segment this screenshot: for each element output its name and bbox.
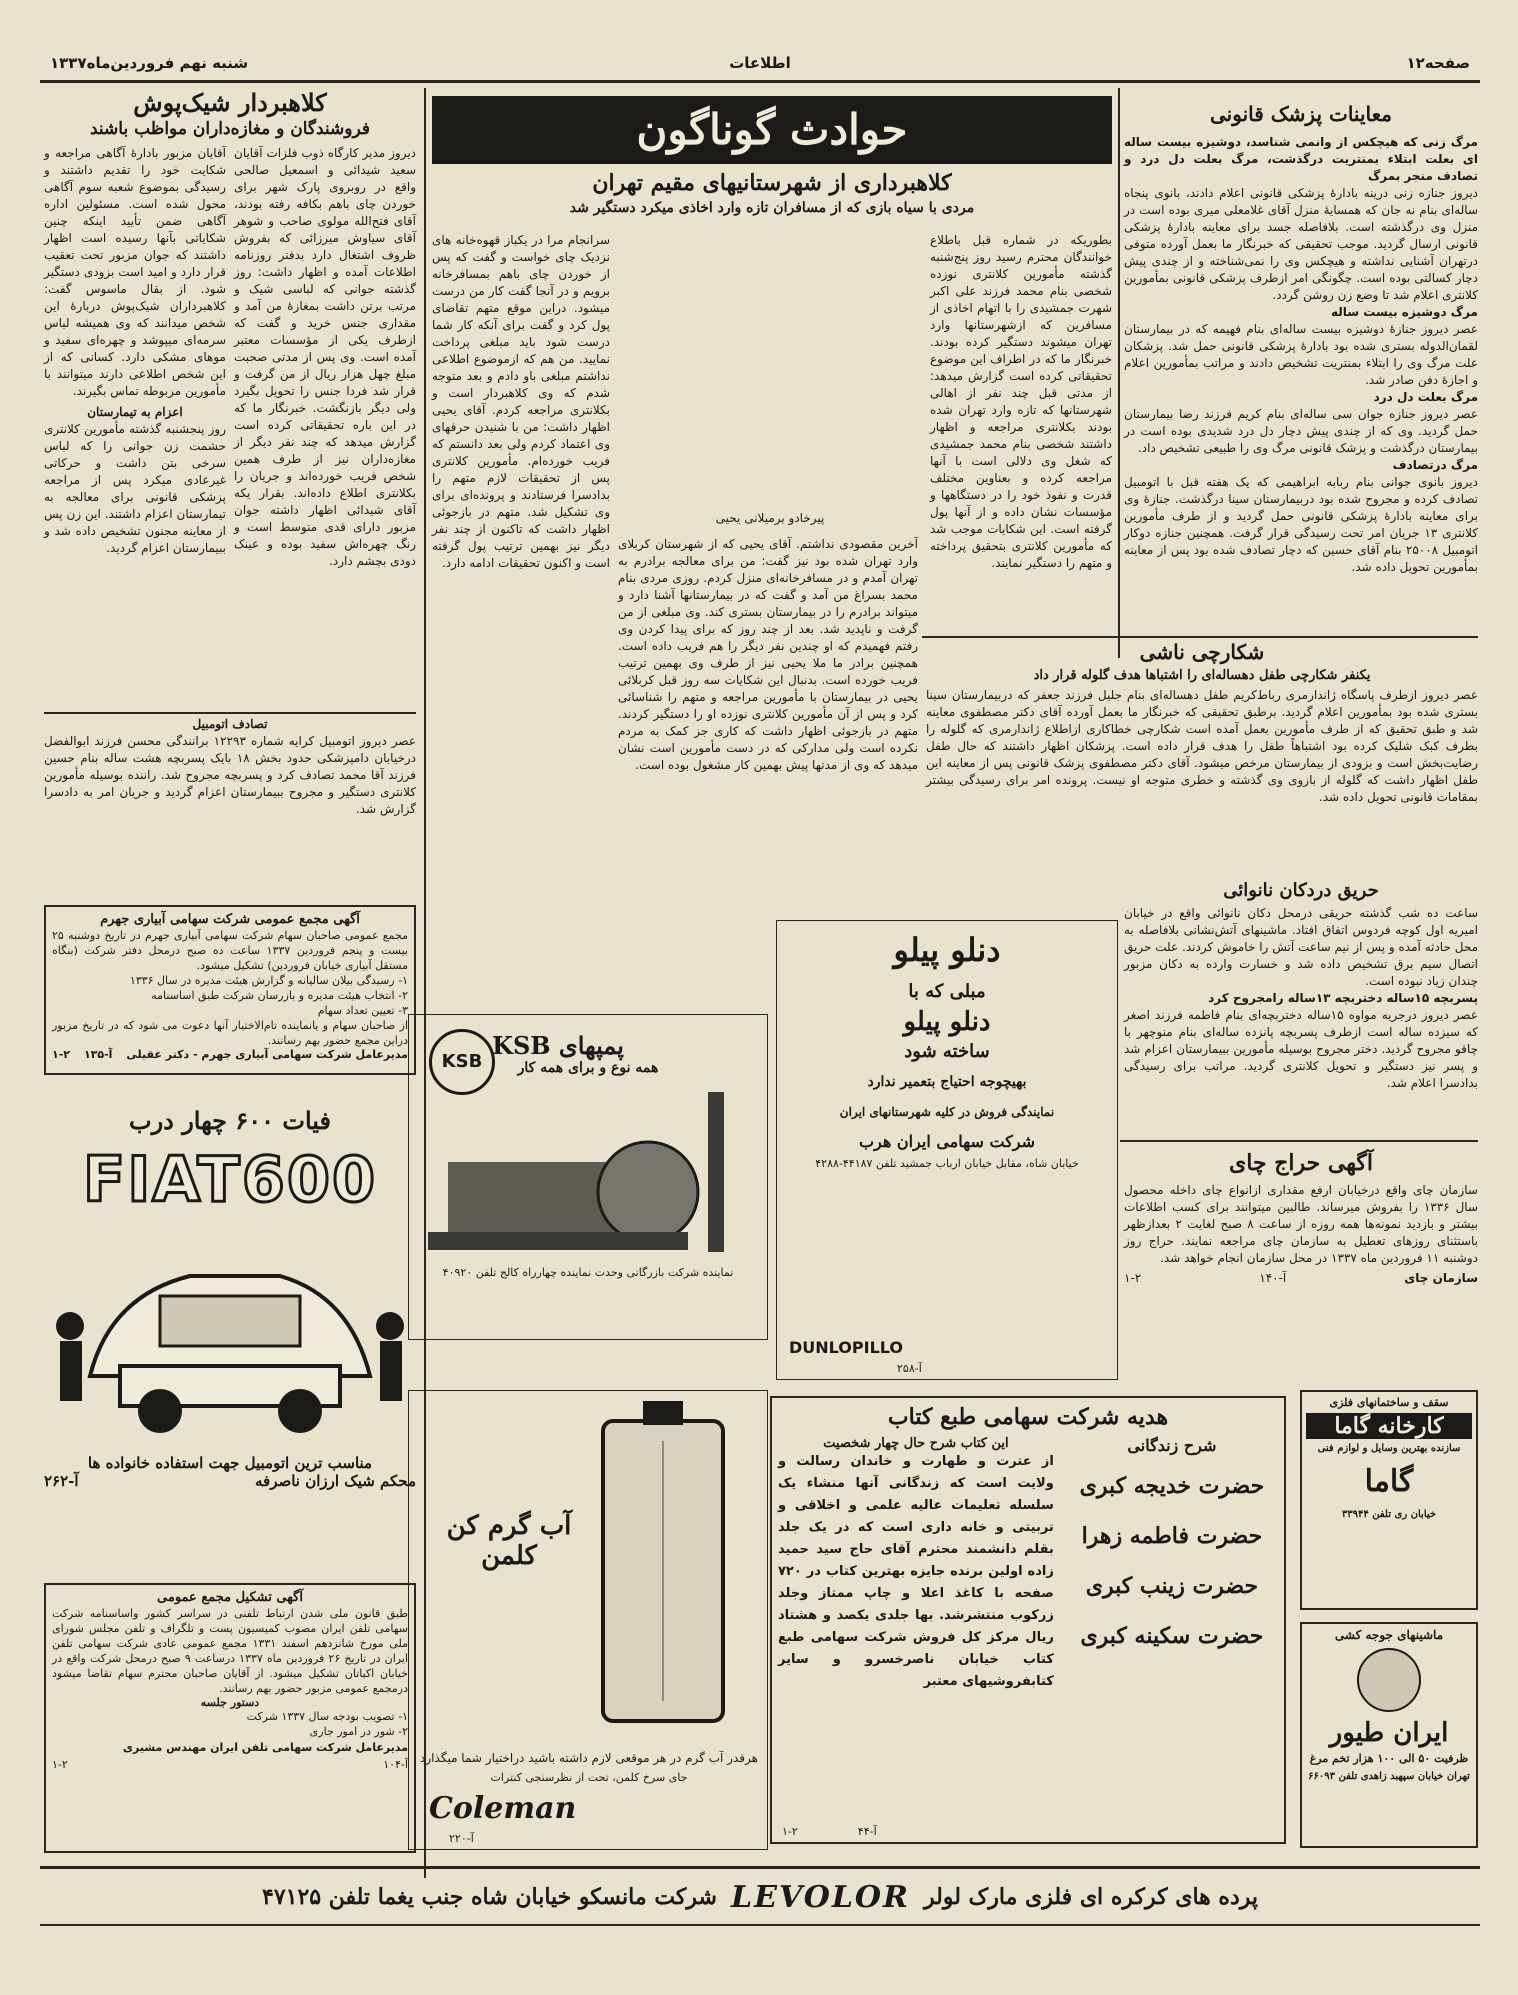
tea-footer bbox=[1124, 1271, 1478, 1285]
forensic-subhead-2: مرگ بعلت دل درد bbox=[1373, 390, 1478, 404]
pump-illustration bbox=[418, 1082, 758, 1262]
car-accident-title: تصادف اتومبیل bbox=[192, 717, 268, 731]
telephone-ad bbox=[44, 1583, 416, 1853]
ksb-subtitle: همه نوع و برای همه کار bbox=[517, 1060, 659, 1076]
fraud-title: کلاهبردار شیک‌پوش bbox=[133, 88, 327, 117]
page-header bbox=[40, 48, 1480, 78]
forensic-body-4: دیروز بانوی جوانی بنام ربابه ابراهیمی که یک هفته قبل با اتومبیل تصادف کرده و مجروح شده بود دربیمارستان سینا درگذشت. جنازهٔ وی برای معاینه بادارهٔ پزشکی قانونی حمل گردید و از طرف مأمورین کلانتری ۱۳ جریان امر تحت رسیدگی قرار گرفت. همچنین جنازه دوکار اتومبیل ۲۵۰۰۸ بنام آقای حسین که دچار تصادف شده بود پس از معاینه بمأمورین تحویل داده شد. bbox=[1124, 475, 1479, 574]
tea-title: آگهی حراج چای bbox=[1229, 1150, 1373, 1176]
car-accident-article bbox=[44, 716, 416, 876]
fraud-article bbox=[44, 88, 416, 568]
gama-top: سقف و ساختمانهای فلزی bbox=[1329, 1396, 1449, 1409]
gama-subtitle: سازنده بهترین وسایل و لوازم فنی bbox=[1317, 1443, 1461, 1454]
dunlopillo-copy bbox=[777, 977, 1117, 1157]
dunlopillo-line-2: دنلو پیلو bbox=[903, 1007, 991, 1037]
irrigation-code: آ-۱۳۵ bbox=[83, 1048, 113, 1061]
dunlopillo-ad bbox=[776, 920, 1118, 1380]
forensic-subhead-3: مرگ درتصادف bbox=[1392, 458, 1478, 472]
forensic-title: معاینات پزشک قانونی bbox=[1210, 102, 1392, 126]
fraud-subhead: اعزام به تیمارستان bbox=[87, 405, 183, 419]
irrigation-ad bbox=[44, 905, 416, 1075]
events-title: کلاهبرداری از شهرستانیهای مقیم تهران bbox=[592, 170, 952, 196]
fiat-tagline-row bbox=[44, 1472, 416, 1490]
ksb-title: پمپهای KSB bbox=[492, 1031, 624, 1060]
fiat-logo: FIAT600 bbox=[82, 1143, 378, 1216]
hunter-body: عصر دیروز ازطرف پاسگاه ژاندارمری رباط‌کریم طفل دهساله‌ای بنام جلیل فرزند جعفر که دربیمارستان سینا بستری شده بود بمأمورین اعلام گردید. برطبق تحقیقی که خبرنگار ما بعمل آورده آقای دکتر مصطفوی معاینه شد و طبق تحقیق که از طرف مأمورین بعمل آمده است شکارچی خطاکاری ازاطلاع ژاندارمری که گلوله را بطرف کبک شلیک کرده بود اشتباهاً طفل را هدف قرار داده است. پزشکان اظهار داشتند که حال طفل رضایت‌بخش است و بزودی از بیمارستان مرخص میشود. آقای دکتر مصطفوی پزشک قانونی پس از معاینه این طفل اظهار داشت که گلوله از بازوی وی گذشته و خطری متوجه او نیست. پرونده امر برای رسیدگی بیشتر بمقامات قانونی تحویل داده شد. bbox=[926, 688, 1478, 804]
irrigation-title: آگهی مجمع عمومی شرکت سهامی آبیاری جهرم bbox=[100, 912, 360, 927]
events-column-c: آخرین مقصودی نداشتم. آقای یحیی که از شهرستان کربلای وارد تهران شده بود نیز گفت: من برای معالجه برادرم به تهران آمدم و در مسافرخانه‌ای منزل کردم. روزی مردی بنام محمد بسراغ من آمد و گفت که در بیمارستانها آشنا دارد و میتواند برادرم را در بیمارستان بستری کند. وی مبلغی از من گرفت و ناپدید شد. بعد از چند روز که برای پیدا کردن وی رفتم فهمیدم که او چندین نفر دیگر را هم فریب داده است. همچنین برادر ما ملا یحیی نیز از طرف وی بهمین ترتیب فریب خورده است. بدنبال این شکایات سه روز قبل کربلائی یحیی در بیمارستان با مأمورین مراجعه و متهم را شناسائی کرد و پس از آن مأمورین کلانتری نوزده او را دستگیر کردند. متهم در بازجوئی اظهار داشت که کاری جز کمک به مردم نکرده است ولی مدارکی که در دست مأمورین است نشان میدهد که وی از مدتها پیش بهمین کار مشغول بوده است. bbox=[618, 537, 918, 772]
gama-logo: گاما bbox=[1364, 1464, 1414, 1499]
telephone-code: آ-۱۰۴ bbox=[383, 1757, 408, 1771]
gama-ad bbox=[1300, 1390, 1478, 1610]
coleman-code: آ-۲۲۰ bbox=[449, 1832, 474, 1845]
fraud-column-b: آقایان مزبور بادارهٔ آگاهی مراجعه و شکایت خود را تقدیم داشتند و رسیدگی بموضوع شعبه سوم آگاهی محول شده است. مسئولین اداره آگاهی ضمن تأیید اینکه چنین شکایاتی بآنها رسیده است اظهار داشتند که جوان مزبور تحت تعقیب قرار دارد و امید است بزودی دستگیر شود. از بقال ماسوس گفت: کلاهبرداران شیک‌پوش دربارهٔ این شخص میدانند که وی همیشه لباس سرمه‌ای میپوشد و چهره‌ای سفید و موهای مشکی دارد. کسانی که از این شخص اطلاعی دارند میتوانند با مأمورین مربوطه تماس بگیرند. bbox=[44, 146, 226, 398]
footer-rule bbox=[40, 1866, 1480, 1869]
telephone-agenda-1: ۱- تصویب بودجه سال ۱۳۳۷ شرکت bbox=[246, 1710, 408, 1723]
banner-title: حوادث گوناگون bbox=[636, 105, 908, 154]
fiat-code: آ-۲۶۲ bbox=[44, 1472, 79, 1490]
iran-tour-subtitle: ظرفیت ۵۰ الی ۱۰۰ هزار تخم مرغ bbox=[1309, 1752, 1469, 1765]
tea-body: سازمان چای واقع درخیابان ارفع مقداری ازانواع چای داخله محصول سال ۱۳۳۶ را بفروش میرساند. طالبین میتوانند برای کسب اطلاعات بیشتر و بازدید نمونه‌ها همه روزه از ساعت ۸ صبح لغایت ۲ بعدازظهر باستثنای روزهای تعطیل به سازمان چای مراجعه نمایند. حراج روز دوشنبه ۱۱ فروردین ماه ۱۳۳۷ در محل سازمان انجام خواهد شد. bbox=[1124, 1183, 1478, 1265]
section-divider bbox=[922, 636, 1478, 638]
dunlopillo-company: شرکت سهامی ایران هرب bbox=[858, 1132, 1036, 1151]
page-number: صفحه۱۲ bbox=[1406, 54, 1470, 72]
events-headline bbox=[432, 170, 1112, 226]
ksb-logo: KSB bbox=[429, 1029, 495, 1095]
fiat-tagline: مناسب ترین اتومبیل جهت استفاده خانواده ها bbox=[87, 1454, 373, 1472]
bakery-body: ساعت ده شب گذشته حریقی درمحل دکان نانوائی واقع در خیابان امیریه اول کوچه فردوس اتفاق افتاد. ماشینهای آتش‌نشانی بلافاصله به محل حادثه آمده و پس از نیم ساعت آتش را خاموش کردند. علت حریق اتصال سیم برق تشخیص داده شد و خسارت وارده به دکان مزبور چندان زیاد نبوده است. bbox=[1124, 906, 1478, 988]
irrigation-note: از صاحبان سهام و یانماینده تام‌الاختیار آنها دعوت می شود که در تاریخ مزبور دراین مجمع حضور بهم رسانند. bbox=[52, 1019, 408, 1047]
telephone-codes bbox=[52, 1758, 408, 1771]
water-heater-illustration bbox=[573, 1401, 753, 1741]
dunlopillo-latin: DUNLOPILLO bbox=[789, 1338, 903, 1357]
iran-tour-ad bbox=[1300, 1622, 1478, 1848]
irrigation-code-2: ۱-۲ bbox=[52, 1048, 70, 1061]
events-subtitle: مردی با سیاه بازی که از مسافران تازه وارد اخاذی میکرد دستگیر شد bbox=[569, 200, 975, 216]
levolor-footer bbox=[40, 1872, 1480, 1922]
footer-text-right: پرده های کرکره ای فلزی مارک لولر bbox=[923, 1884, 1259, 1910]
book-codes bbox=[782, 1825, 877, 1838]
book-name-1: حضرت خدیجه کبری bbox=[1079, 1473, 1265, 1499]
telephone-code-2: ۱-۲ bbox=[52, 1757, 68, 1771]
coleman-ad bbox=[408, 1390, 768, 1850]
book-left-head: این کتاب شرح حال چهار شخصیت bbox=[823, 1436, 1009, 1451]
header-rule bbox=[40, 80, 1480, 83]
ksb-ad bbox=[408, 1014, 768, 1340]
tea-auction-ad bbox=[1124, 1146, 1478, 1376]
dunlopillo-line-5: نمایندگی فروش در کلیه شهرستانهای ایران bbox=[839, 1105, 1055, 1119]
bakery-article bbox=[1124, 880, 1478, 1150]
book-left-body: از عترت و طهارت و خاندان رسالت و ولایت است که زندگانی آنها منشاء یک سلسله تعلیمات عالیه علمی و اخلاقی و تربیتی و خانه داری است که در یک جلد بقلم دانشمند محترم آقای حاج سید حمید زاده اولین برنده جایزه بهترین کتاب در ۷۲۰ صفحه با کاغذ اعلا و چاپ ممتاز وجلد زرکوب منتشرشد. بها جلدی یکصد و هشتاد ریال مرکز کل فروش شرکت سهامی طبع کتاب خیابان ناصرخسرو و سایر کتابفروشیهای معتبر bbox=[778, 1454, 1054, 1689]
coleman-body: هرقدر آب گرم در هر موقعی لازم داشته باشید دراختیار شما میگذارد bbox=[420, 1751, 758, 1765]
telephone-title: آگهی تشکیل مجمع عمومی bbox=[157, 1590, 303, 1605]
forensic-body-2: عصر دیروز جنازهٔ دوشیزه بیست ساله‌ای بنام فهیمه که در بیمارستان لقمان‌الدوله بستری شده بود بادارهٔ پزشکی قانونی حمل شد. پزشکان علت مرگ وی را ابتلاء بمنتریت تشخیص دادند و مراتب بمأمورین اعلام و اجازهٔ دفن صادر شد. bbox=[1124, 322, 1478, 387]
coleman-brand: Coleman bbox=[429, 1791, 577, 1826]
telephone-body: طبق قانون ملی شدن ارتباط تلفنی در سراسر کشور واساسنامه شرکت سهامی تلفن ایران مصوب کمیسیون پست و تلگراف و تلفن مجلس شورای ملی مورخ شانزدهم اسفند ۱۳۳۱ مجمع عمومی عادی شرکت سهامی تلفن ایران در تاریخ ۲۶ فروردین ماه ۱۳۳۷ درساعت ۹ صبح درمحل شرکت واقع در خیابان اکباتان تشکیل میشود. از آقایان صاحبان محترم سهام تقاضا میشود درمجمع عمومی مزبور حضور بهم رسانند. bbox=[52, 1607, 408, 1695]
dunlopillo-line-1: مبلی که با bbox=[908, 981, 986, 1002]
bakery-subhead: پسربچه ۱۵ساله دختربچه ۱۳ساله رامجروح کرد bbox=[1208, 991, 1478, 1005]
tea-code: آ-۱۴۰ bbox=[1259, 1271, 1287, 1285]
gama-footer: خیابان ری تلفن ۳۳۹۴۴ bbox=[1341, 1509, 1437, 1520]
book-right-head: شرح زندگانی bbox=[1127, 1436, 1217, 1455]
irrigation-footer bbox=[52, 1048, 408, 1061]
irrigation-agenda-3: ۳- تعیین تعداد سهام bbox=[317, 1004, 408, 1017]
gama-title: کارخانه گاما bbox=[1306, 1413, 1472, 1439]
forensic-body-3: عصر دیروز جنازه جوان سی ساله‌ای بنام کریم فرزند رضا بیمارستان حمل گردید. وی که از چندی پیش دچار دل درد شدیدی بوده است در بیمارستان درگذشت و پزشک قانونی مرگ وی را طبیعی تشخیص داد. bbox=[1124, 407, 1478, 455]
ksb-footer: نماینده شرکت بازرگانی وحدت نماینده چهارراه کالج تلفن ۴۰۹۲۰ bbox=[442, 1266, 734, 1279]
book-name-3: حضرت زینب کبری bbox=[1085, 1573, 1259, 1599]
section-divider bbox=[1120, 1140, 1478, 1142]
irrigation-agenda-1: ۱- رسیدگی بیلان سالیانه و گزارش هیئت مدیره در سال ۱۳۳۶ bbox=[129, 974, 408, 987]
irrigation-sign: مدیرعامل شرکت سهامی آبیاری جهرم - دکتر عقیلی bbox=[126, 1048, 408, 1061]
book-code-2: ۱-۲ bbox=[782, 1825, 798, 1838]
telephone-sign: مدیرعامل شرکت سهامی تلفن ایران مهندس مشیری bbox=[122, 1741, 408, 1754]
book-name-2: حضرت فاطمه زهرا bbox=[1081, 1523, 1263, 1549]
fraud-column-a: دیروز مدیر کارگاه ذوب فلزات آقایان سعید شیدائی و اسمعیل صالحی واقع در روبروی پارک شهر برای خوردن چای باهم بکافه رفته بودند، آقای فتح‌الله مولوی صاحب و شوهر آقای سیاوش میرزائی که بفروش ظروف اشتغال دارد بدفتر روزنامه اطلاعات آمده و اظهار داشت: روز گذشته جوانی که لباسی شیک و مرتب برتن داشت بمغازهٔ من آمد و مقداری جنس خرید و گفت که ازطرف یکی از مؤسسات معتبر آمده است. وی پس از مدتی صحبت مبلغ چهل هزار ریال از من گرفت و قرار شد فردا جنس را تحویل بگیرد ولی دیگر بازنگشت. خبرنگار ما که در این باره تحقیقاتی کرده است گزارش میدهد که چند نفر دیگر از مغازه‌داران نیز از طرف همین شخص فریب خورده‌اند و جریان را بکلانتری اطلاع داده‌اند. بقرار یکه آقای شیدائی اظهار داشته جوان مزبور دارای قدی متوسط است و رنگ چهره‌اش سفید بوده و عینک دودی بچشم دارد. bbox=[234, 146, 416, 568]
forensic-column bbox=[1124, 96, 1478, 646]
issue-date: شنبه نهم فروردین‌ماه۱۳۳۷ bbox=[50, 54, 249, 72]
irrigation-agenda-2: ۲- انتخاب هیئت مدیره و بازرسان شرکت طبق اساسنامه bbox=[151, 989, 408, 1002]
telephone-agenda-2: ۲- شور در امور جاری bbox=[309, 1725, 408, 1738]
hunter-subtitle: یکنفر شکارچی طفل دهساله‌ای را اشتباها هدف گلوله قرار داد bbox=[1033, 668, 1371, 683]
footer-text-left: شرکت مانسکو خیابان شاه جنب یغما تلفن ۴۷۱۲۵ bbox=[262, 1884, 717, 1910]
book-title: هدیه شرکت سهامی طبع کتاب bbox=[887, 1404, 1169, 1430]
fraud-body-2: روز پنجشنبه گذشته مأمورین کلانتری حشمت زن جوانی را که لباس سرخی بتن داشت و حرکاتی غیرعادی میکرد پس از مراجعه پزشکی قانونی برای معالجه به تیمارستان اعزام داشتند. این زن پس از معاینه مجنون تشخیص داده شد و ببیمارستان اعزام گردید. bbox=[44, 422, 226, 555]
book-ad bbox=[770, 1396, 1286, 1844]
telephone-agenda-title: دستور جلسه bbox=[200, 1696, 260, 1709]
section-divider bbox=[44, 712, 416, 714]
iran-tour-title: ایران طیور bbox=[1329, 1718, 1449, 1748]
tea-sign: سازمان چای bbox=[1404, 1271, 1478, 1285]
hunter-title: شکارچی ناشی bbox=[1139, 640, 1265, 664]
bakery-title: حریق دردکان نانوائی bbox=[1223, 880, 1379, 901]
book-code: آ-۴۴ bbox=[857, 1825, 877, 1838]
book-name-4: حضرت سکینه کبری bbox=[1080, 1623, 1264, 1649]
dunlopillo-line-3: ساخته شود bbox=[904, 1041, 990, 1062]
fiat-car-illustration bbox=[50, 1216, 410, 1446]
newspaper-name: اطلاعات bbox=[729, 54, 791, 72]
iran-tour-footer: تهران خیابان سپهبد زاهدی تلفن ۶۶۰۹۳ bbox=[1308, 1771, 1470, 1782]
tea-code-2: ۱-۲ bbox=[1124, 1271, 1142, 1285]
hen-icon bbox=[1357, 1648, 1421, 1712]
events-column-a: بطوریکه در شماره قبل باطلاع خوانندگان محترم رسید روز پنج‌شنبه گذشته مأمورین کلانتری نوزده شخصی بنام محمد فرزند علی اکبر شهرت جمشیدی را با اتهام اخاذی از مسافرین که ازشهرستانها وارد تهران میشوند دستگیر کرده بودند. خبرنگار ما که در اطراف این موضوع تحقیقاتی کرده است گزارش میدهد: از مدتی قبل چند نفر از اهالی شهرستانها که تازه وارد تهران شده بودند بکلانتری مراجعه و اظهار داشتند شخصی بنام محمد جمشیدی که شغل وی دلالی است با آنها مراجعه کرده و بعناوین مختلف قدرت و نفوذ خود را در دستگاهها و مؤسسات نشان داده و از آنها پول گرفته است. این شکایات موجب شد که مأمورین کلانتری بتحقیق پرداخته و متهم را دستگیر نمایند. bbox=[930, 233, 1112, 570]
column-divider bbox=[1118, 88, 1120, 658]
fiat-title: فیات ۶۰۰ چهار درب bbox=[128, 1106, 332, 1135]
events-column-b: سرانجام مرا در یکباز قهوه‌خانه های نزدیک چای خواست و گفت که پس از خوردن چای باهم بمسافرخانه برویم و در آنجا گفت کار من درست میشود. دراین موقع متهم تقاضای پول کرد و گفت برای آنکه کار شما درست شود باید مبلغی پرداخت نمایید. من هم که ازموضوع اطلاعی نداشتم مبلغی باو دادم و بعد متوجه شدم که وی کلاهبردار است و بکلانتری مراجعه کردم. آقای یحیی اظهار داشت: من با شنیدن حرفهای وی اعتماد کردم ولی بعد دانستم که فریب خورده‌ام. مأمورین کلانتری پس از تحقیقات لازم متهم را بدادسرا فرستادند و پرونده‌ای برای وی تشکیل شد. متهم در بازجوئی اظهار داشت که تاکنون از چند نفر دیگر نیز بهمین ترتیب پول گرفته است و اکنون تحقیقات ادامه دارد. bbox=[432, 233, 610, 570]
irrigation-body: مجمع عمومی صاحبان سهام شرکت سهامی آبیاری جهرم در تاریخ دوشنبه ۲۵ بیست و پنجم فروردین ۱۳۳۷ ساعت ده صبح درمحل دفتر شرکت (بنگاه مستقل آبیاری خیابان فروردین) تشکیل میشود. bbox=[52, 929, 408, 972]
car-accident-body: عصر دیروز اتومبیل کرایه شماره ۱۲۲۹۳ برانندگی محسن فرزند ابوالفضل درخیابان دامپزشکی حدود بخش ۱۸ بایک پسربچه هشت ساله بنام حسین فرزند آقا محمد تصادف کرد و پسربچه مجروح شد. راننده بوسیله مأمورین کلانتری دستگیر و مجروح ببیمارستان اعزام گردید و جریان امر به دادسرا گزارش شد. bbox=[44, 734, 416, 816]
forensic-lead: مرگ زنی که هیچکس از وانمی شناسد، دوشیزه بیست ساله ای بعلت ابتلاء بمنتریت درگذشت، مرگ بعلت دل درد و تصادف منجر بمرگ bbox=[1124, 135, 1478, 183]
fiat-qualities: محکم شیک ارزان ناصرفه bbox=[255, 1472, 416, 1490]
fraud-subtitle: فروشندگان و مغازه‌داران مواظب باشند bbox=[89, 119, 370, 139]
forensic-subhead-1: مرگ دوشیزه بیست ساله bbox=[1331, 305, 1478, 319]
footer-brand: LEVOLOR bbox=[730, 1879, 910, 1915]
forensic-body-1: دیروز جنازه زنی درینه بادارهٔ پزشکی قانونی اعلام دادند، بانوی پنجاه ساله‌ای بنام نه جان که همسایهٔ منزل آقای غلامعلی میری بوده است در منزل وی درگذشته است. بلافاصله جسد برای معاینه بادارهٔ پزشکی قانونی ارسال گردید. موجب تحقیقی که خبرنگار ما بعمل آورده متوفی درتهران آشنایی نداشته و هیچکس وی را نمی‌شناخته و از چندی پیش دچار کسالتی بوده است. چگونگی امر ازطرف پزشکی قانونی بمأمورین کلانتری اعلام شد تا وضع زن روشن گردد. bbox=[1124, 186, 1478, 302]
dunlopillo-line-4: بهیچوجه احتیاج بتعمیر ندارد bbox=[867, 1074, 1027, 1090]
hunter-article bbox=[926, 640, 1478, 890]
dunlopillo-title: دنلو پیلو bbox=[893, 931, 1001, 969]
coleman-title: آب گرم کن کلمن bbox=[446, 1511, 572, 1571]
dunlopillo-code: آ-۲۵۸ bbox=[897, 1362, 922, 1375]
bakery-body-2: عصر دیروز درجریه مواوه ۱۵ساله دختربچه‌ای بنام فاطمه فرزند اصغر که سیزده ساله است ازطرف پسربچه پانزده ساله‌ای بنام منوچهر با چاقو مجروح گردید. دختر مجروح بوسیله مأمورین ببیمارستان اعزام شد و پسر نیز دستگیر و تحویل کلانتری گردید. مراتب برای رسیدگی بدادسرا اعلام شد. bbox=[1124, 1008, 1478, 1090]
dunlopillo-address: خیابان شاه، مقابل خیابان ارباب جمشید تلفن ۴۴۱۸۷-۴۲۸۸ bbox=[815, 1157, 1079, 1170]
iran-tour-top: ماشینهای جوجه کشی bbox=[1334, 1628, 1444, 1642]
coleman-footer: جای سرخ کلمن، تحت از نظرسنجی کنترات bbox=[490, 1771, 688, 1784]
events-banner bbox=[432, 96, 1112, 164]
photo-caption: پیرخادو برمیلانی یحیی bbox=[715, 511, 825, 525]
footer-rule-bottom bbox=[40, 1924, 1480, 1926]
fiat-ad bbox=[44, 1106, 416, 1576]
